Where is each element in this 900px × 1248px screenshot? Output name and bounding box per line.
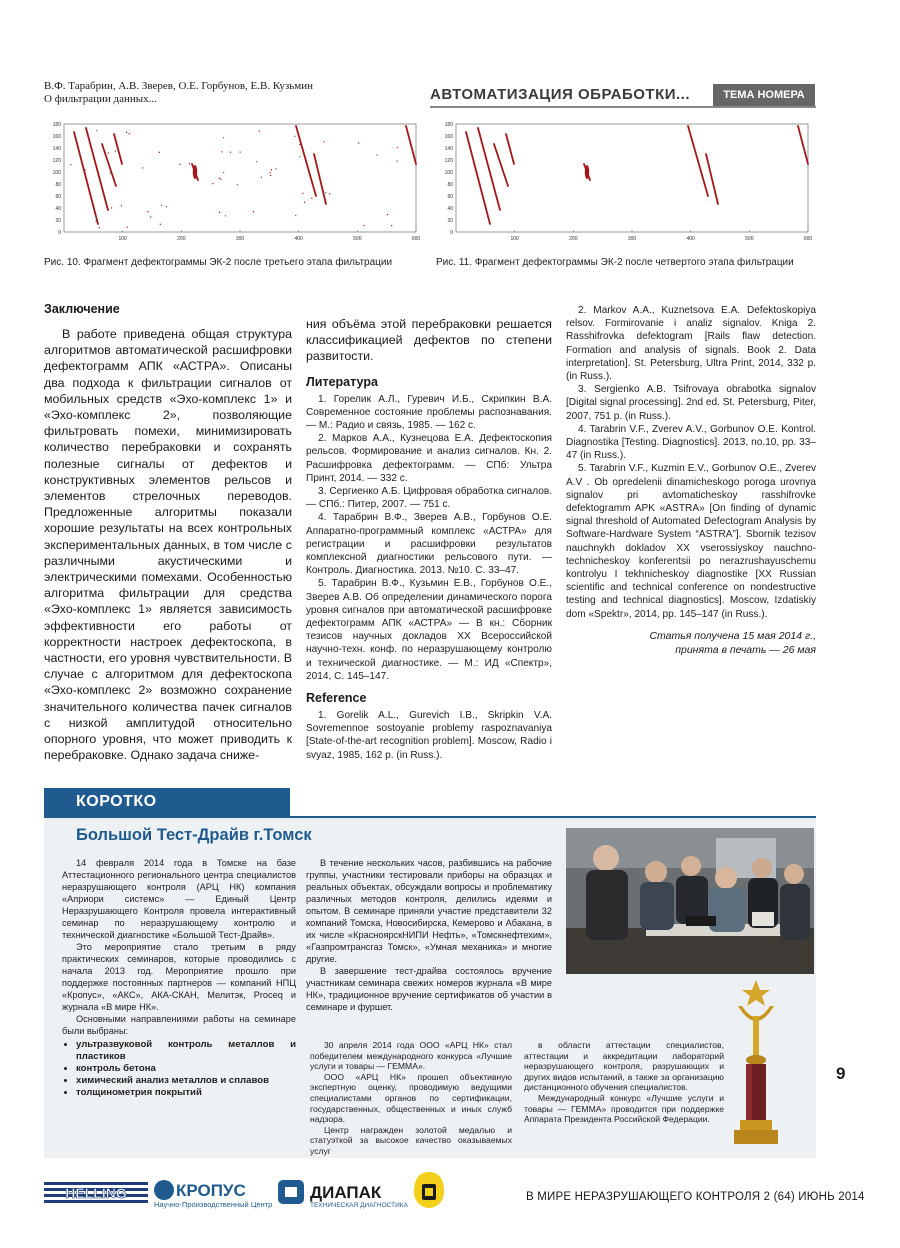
news-paragraph: Международный конкурс «Лучшие услуги и товары — ГЕММА» проводится при поддержке Аппарата Президента Российской Федерации.: [524, 1092, 724, 1125]
news-column-4: [524, 1040, 724, 1125]
literature-item: 1. Горелик А.Л., Гуревич И.Б., Скрипкин В.А. Современное состояние проблемы распознавания. — М.: Радио и связь, 1985. — 162 с.: [306, 393, 552, 432]
accepted-date: принята в печать — 26 мая: [675, 643, 816, 656]
kropus-logo: [152, 1176, 273, 1210]
helling-logo: [44, 1176, 148, 1210]
y-tick-label: 40: [55, 206, 61, 212]
list-item: • толщинометрия покрытий: [76, 1087, 296, 1099]
news-column-1: [62, 857, 296, 1099]
news-paragraph: В завершение тест-драйва состоялось вручение участникам семинара свежих номеров журнала «В мире НК», традиционное вручение сертификатов об участии в семинаре и фуршет.: [306, 966, 552, 1012]
reference-list-start: [306, 709, 552, 761]
emblem-logo: [412, 1170, 446, 1210]
x-tick-label: 400: [294, 236, 303, 242]
running-header-authors: [44, 80, 313, 106]
conclusion-paragraph: В работе приведена общая структура алгоритмов автоматической расшифровки дефектограмм АПК «АСТРА». Описаны два подхода к фильтрации сигналов от мобильных средств «Эхо-комплекс 1» и «Эхо-комплекс 2», позволяющие фильтровать помехи, минимизировать количество перебраковки и сохранять полезные сигналы от дефектов и конструктивных элементов рельсов и элементов стрелочных переводов. Предложенные алгоритмы показали хорошие результаты на всех контрольных экспериментальных данных, в том числе с различными акустическими и электрическими помехами. Особенностью алгоритма фильтрации для средства «Эхо-комплекс 1» является зависимость эффективности его работы от корректности настроек дефектоскопа, в частности, его уровня чувствительности. В случае с алгоритмом для дефектоскопа «Эхо-комплекс 2» возможно сохранение значительного количества пачек сигналов с низкой амплитудой относительно опорного уровня, что может приводить к перебраковке. Однако задача сниже-: [44, 327, 292, 763]
literature-item: 4. Тарабрин В.Ф., Зверев А.В., Горбунов О.Е. Аппаратно-программный комплекс «АСТРА» для регистрации и расшифровки результатов комплексной диагностики рельсового пути. — Контроль. Диагностика. 2013. №10. С. 33–47.: [306, 512, 552, 577]
figure-11: [436, 118, 816, 250]
reference-item: 1. Gorelik A.L., Gurevich I.B., Skripkin V.A. Sovremennoe sostoyanie problemy raspoznavaniya [State-of-the-art recognition problem]. Moscow, Radio i svyaz, 1985, 162 p. (in Russ.).: [306, 710, 552, 761]
page-number: 9: [836, 1064, 846, 1083]
news-paragraph: Центр награжден золотой медалью и статуэткой за высокое качество оказываемых услуг: [310, 1124, 512, 1156]
news-paragraph: 14 февраля 2014 года в Томске на базе Аттестационного регионального центра специалистов неразрушающего контроля (АРЦ НК) компания «Априори системс» — Единый Центр Неразрушающего Контроля провела интерактивный семинар по неразрушающему контролю и технической диагностике «Большой Тест-Драйв».: [62, 858, 296, 940]
literature-item: 5. Тарабрин В.Ф., Кузьмин Е.В., Горбунов О.Е., Зверев А.В. Об определении динамического порога уровня сигналов при автоматической расшифровке дефектограмм АПК «АСТРА» — В кн.: Сборник тезисов научных докладов XX Всероссийской научно-техн. конф. по неразрушающему контролю и технической диагностике. — М.: ИД «Спектр», 2014, С. 145–147.: [306, 578, 552, 682]
x-tick-label: 600: [803, 236, 813, 242]
diapak-logo-subtitle: ТЕХНИЧЕСКАЯ ДИАГНОСТИКА: [310, 1202, 408, 1209]
journal-footer: В МИРЕ НЕРАЗРУШАЮЩЕГО КОНТРОЛЯ 2 (64) ИЮНЬ 2014: [526, 1191, 865, 1203]
conclusion-column: [44, 302, 292, 763]
list-item: • ультразвуковой контроль металлов и пластиков: [76, 1039, 296, 1063]
conclusion-text: [44, 326, 292, 763]
y-tick-label: 20: [447, 218, 453, 224]
y-tick-label: 100: [52, 170, 61, 176]
diapak-logo-text: ДИАПАК: [310, 1183, 382, 1202]
y-tick-label: 160: [444, 134, 453, 140]
news-paragraph: в области аттестации специалистов, аттестации и аккредитации лабораторий неразрушающего контроля, разрушающих и других видов испытаний, а также за организацию дистанционного обучения специалистов.: [524, 1040, 724, 1093]
x-tick-label: 300: [235, 236, 245, 242]
directions-list: [62, 1039, 296, 1099]
y-tick-label: 120: [444, 158, 453, 164]
y-tick-label: 140: [444, 146, 453, 152]
y-tick-label: 20: [55, 218, 61, 224]
y-tick-label: 80: [55, 182, 61, 188]
seminar-photo-image: [566, 828, 814, 974]
x-tick-label: 500: [353, 236, 362, 242]
seminar-photo: [566, 828, 814, 974]
conclusion-paragraph-cont: ния объёма этой перебраковки решается классификацией дефектов по степени развитости.: [306, 317, 552, 364]
news-paragraph: 30 апреля 2014 года ООО «АРЦ НК» стал победителем международного конкурса «Лучшие услуги и товары — ГЕММА».: [310, 1040, 512, 1072]
news-paragraph: ООО «АРЦ НК» прошел объективную экспертную оценку, проводимую ведущими специалистами органов по сертификации, государственных, общественных и иных служб надзора.: [310, 1071, 512, 1125]
x-tick-label: 400: [686, 236, 695, 242]
reference-item: 2. Markov A.A., Kuznetsova E.A. Defektoskopiya relsov. Formirovanie i analiz signalov. Kniga 2. Rasshifrovka defektogram [Rails flaw detection. Formation and analysis of signals. Book 2. Data interpretation]. St. Petersburg, Ultra Print, 2014, 332 p. (in Russ.).: [566, 305, 816, 383]
diapak-logo: [278, 1176, 408, 1210]
kropus-logo-text: КРОПУС: [176, 1181, 246, 1200]
defectogram-plot-10: [44, 118, 424, 250]
literature-heading: Литература: [306, 374, 378, 389]
figure-10: [44, 118, 424, 250]
y-tick-label: 0: [58, 230, 61, 236]
literature-item: 3. Сергиенко А.Б. Цифровая обработка сигналов. — СПб.: Питер, 2007. — 751 с.: [306, 486, 552, 511]
conclusion-continuation: [306, 316, 552, 365]
gemma-statuette: [724, 976, 788, 1152]
helling-logo-text: HELLING: [65, 1185, 127, 1201]
short-title: О фильтрации данных...: [44, 93, 157, 105]
x-tick-label: 200: [177, 236, 186, 242]
reference-list: [566, 304, 816, 621]
english-references-column: [566, 304, 816, 657]
x-tick-label: 600: [411, 236, 421, 242]
y-tick-label: 40: [447, 206, 453, 212]
topic-title: АВТОМАТИЗАЦИЯ ОБРАБОТКИ...: [430, 86, 691, 103]
y-tick-label: 60: [55, 194, 61, 200]
kropus-logo-subtitle: Научно-Производственный Центр: [154, 1200, 273, 1209]
list-item: • химический анализ металлов и сплавов: [76, 1075, 296, 1087]
list-item: • контроль бетона: [76, 1063, 296, 1075]
y-tick-label: 180: [444, 122, 453, 128]
y-tick-label: 180: [52, 122, 61, 128]
section-badge: ТЕМА НОМЕРА: [713, 84, 815, 106]
news-paragraph: В течение нескольких часов, разбившись на рабочие группы, участники тестировали приборы на образцах и реальных объектах, обсуждали вопросы и проблематику различных методов контроля, делились идеями и опытом. В семинаре приняли участие представители 32 компаний Томска, Новосибирска, Кемерово и Абакана, в их числе «КрасноярскНИПИ Нефть», «Томскнефтехим», «Газпромтрансгаз Томск», «Умная механика» и многие другие.: [306, 858, 552, 964]
x-tick-label: 200: [569, 236, 578, 242]
received-note: [566, 629, 816, 657]
reference-heading: Reference: [306, 691, 367, 706]
y-tick-label: 140: [52, 146, 61, 152]
x-tick-label: 100: [510, 236, 519, 242]
y-tick-label: 60: [447, 194, 453, 200]
y-tick-label: 160: [52, 134, 61, 140]
conclusion-heading: Заключение: [44, 302, 120, 316]
figure-10-caption: Рис. 10. Фрагмент дефектограммы ЭК-2 после третьего этапа фильтрации: [44, 257, 393, 268]
reference-item: 4. Tarabrin V.F., Zverev A.V., Gorbunov O.E. Kontrol. Diagnostika [Testing. Diagnostics]. 2013, no.10, pp. 33–47 (in Russ.).: [566, 423, 816, 462]
news-paragraph: Основными направлениями работы на семинаре были выбраны:: [62, 1014, 296, 1036]
news-paragraph: Это мероприятие стало третьим в ряду практических семинаров, которые проводились с начала 2013 год. Мероприятие прошло при поддержке постоянных партнеров — компаний НПЦ «Кропус», «АКС», АКА-СКАН, Мелитэк, Proceq и журнала «В мире НК».: [62, 942, 296, 1012]
reference-item: 5. Tarabrin V.F., Kuzmin E.V., Gorbunov O.E., Zverev A.V . Ob opredelenii dinamicheskogo poroga urovnya signalov pri avtomaticheskoy rasshifrovke defektogramm APK «ASTRA» [On finding of dynamic signal threshold of Automated Defectogram Analysis by Software-Hardware System “ASTRA”]. Sbornik tezisov nauchnykh dokladov XX vserossiyskoy nauchno-technicheskoy konferentsii po nerazrushayuschemu kontrolyu I tekhnicheskoy diagnostike [XX Russian scientific and technical conference on nondestructive testing and technical diagnostics]. Moscow, Izdatiskiy dom «Spektr», 2014, pp. 145–147 (in Russ.).: [566, 463, 816, 620]
header-divider: [430, 106, 816, 108]
y-tick-label: 100: [444, 170, 453, 176]
references-column: [306, 316, 552, 761]
y-tick-label: 0: [450, 230, 453, 236]
trophy-icon: [724, 976, 788, 1152]
y-tick-label: 120: [52, 158, 61, 164]
x-tick-label: 300: [627, 236, 637, 242]
figure-11-caption: Рис. 11. Фрагмент дефектограммы ЭК-2 после четвертого этапа фильтрации: [436, 257, 794, 268]
x-tick-label: 100: [118, 236, 127, 242]
news-column-3: [310, 1040, 512, 1157]
news-column-2: [306, 857, 552, 1013]
literature-item: 2. Марков А.А., Кузнецова Е.А. Дефектоскопия рельсов. Формирование и анализ сигналов. Кн. 2. Расшифровка дефектограмм. — СПб: Ультра Принт, 2014. — 332 с.: [306, 433, 552, 484]
received-date: Статья получена 15 мая 2014 г.,: [649, 629, 816, 642]
news-title: Большой Тест-Драйв г.Томск: [76, 826, 312, 844]
brief-section-tab: КОРОТКО: [44, 788, 290, 816]
defectogram-plot-11: [436, 118, 816, 250]
literature-list: [306, 393, 552, 683]
y-tick-label: 80: [447, 182, 453, 188]
x-tick-label: 500: [745, 236, 754, 242]
reference-item: 3. Sergienko A.B. Tsifrovaya obrabotka signalov [Digital signal processing]. 2nd ed. St. Petersburg, Piter, 2007, 751 p. (in Russ.).: [566, 384, 816, 422]
authors: В.Ф. Тарабрин, А.В. Зверев, О.Е. Горбунов, Е.В. Кузьмин: [44, 80, 313, 92]
